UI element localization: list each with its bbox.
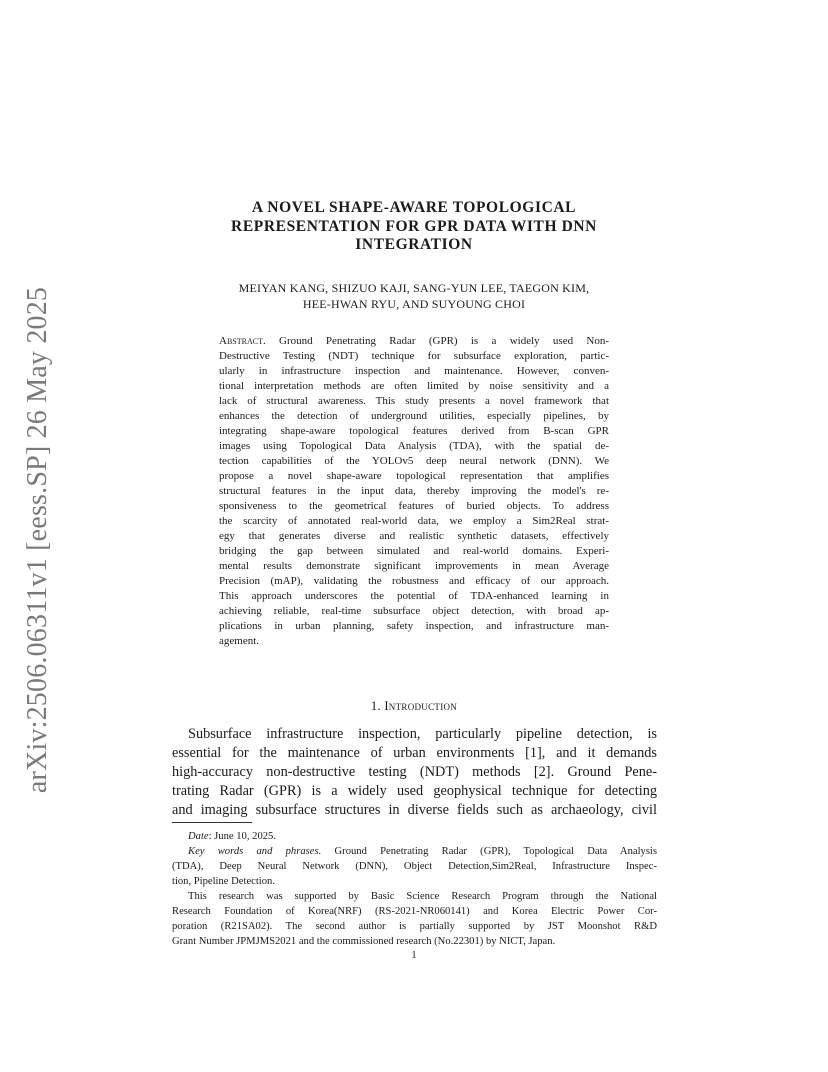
abstract-line: tional interpretation methods are often limited by noise sensitivity and a [219,380,609,392]
date-label: Date [188,831,209,842]
section-number: 1. [370,699,381,713]
abstract-line: achieving reliable, real-time subsurface object detection, with broad ap- [219,605,609,617]
section-title: Introduction [384,699,458,713]
author-line: HEE-HWAN RYU, AND SUYOUNG CHOI [302,296,526,311]
body-line: high-accuracy non-destructive testing (NDT) methods [2]. Ground Pene- [172,764,657,780]
abstract [219,334,609,649]
footnotes [172,829,657,949]
body-line: essential for the maintenance of urban environments [1], and it demands [172,745,657,761]
arxiv-identifier-stamp [14,286,62,794]
keywords-line: tion, Pipeline Detection. [172,876,275,887]
abstract-line: plications in urban planning, safety inspection, and infrastructure man- [219,620,609,632]
body-line: trating Radar (GPR) is a widely used geophysical technique for detecting [172,783,657,799]
keywords-line: (TDA), Deep Neural Network (DNN), Object Detection,Sim2Real, Infrastructure Inspec- [172,861,657,872]
author-list [180,281,648,312]
abstract-line: Destructive Testing (NDT) technique for subsurface exploration, partic- [219,350,609,362]
abstract-line: Precision (mAP), validating the robustness and efficacy of our approach. [219,575,609,587]
paper-title [180,199,648,255]
abstract-line: images using Topological Data Analysis (TDA), with the spatial de- [219,440,609,452]
footnote-divider [172,822,252,823]
abstract-line: This approach underscores the potential of TDA-enhanced learning in [219,590,609,602]
arxiv-identifier-text: arXiv:2506.06311v1 [eess.SP] 26 May 2025 [22,286,54,794]
abstract-line: enhances the detection of underground utilities, especially pipelines, by [219,410,609,422]
abstract-line: Abstract. Ground Penetrating Radar (GPR) is a widely used Non- [219,335,609,347]
page-number: 1 [411,950,417,961]
keywords-label: Key words and phrases. [188,846,322,857]
abstract-line: the scarcity of annotated real-world data, we employ a Sim2Real strat- [219,515,609,527]
funding-line: poration (R21SA02). The second author is partially supported by JST Moonshot R&D [172,921,657,932]
body-line: Subsurface infrastructure inspection, particularly pipeline detection, is [188,726,657,742]
abstract-line: mental results demonstrate significant improvements in mean Average [219,560,609,572]
abstract-line: bridging the gap between simulated and real-world domains. Experi- [219,545,609,557]
abstract-line: integrating shape-aware topological features derived from B-scan GPR [219,425,609,437]
date-footnote [172,829,657,844]
author-line: MEIYAN KANG, SHIZUO KAJI, SANG-YUN LEE, TAEGON KIM, [238,281,590,295]
abstract-line: propose a novel shape-aware topological representation that amplifies [219,470,609,482]
date-value: : June 10, 2025. [208,831,276,842]
title-line: A NOVEL SHAPE-AWARE TOPOLOGICAL [251,199,577,216]
abstract-line: sponsiveness to the geometrical features of buried objects. To address [219,500,609,512]
abstract-line: agement. [219,635,260,647]
title-line: REPRESENTATION FOR GPR DATA WITH DNN [231,217,597,235]
keywords-footnote: Key words and phrases. Ground Penetrating Radar (GPR), Topological Data Analysis [188,846,658,857]
abstract-line: egy that generates diverse and realistic synthetic datasets, effectively [219,530,609,542]
title-line: INTEGRATION [355,236,473,253]
introduction-paragraph [172,725,657,820]
funding-line: This research was supported by Basic Science Research Program through the National [188,891,657,902]
abstract-line: structural features in the input data, thereby improving the model's re- [219,485,609,497]
section-heading [180,699,648,714]
abstract-label: Abstract. [219,335,266,347]
funding-line: Grant Number JPMJMS2021 and the commissioned research (No.22301) by NICT, Japan. [172,936,556,947]
abstract-line: tection capabilities of the YOLOv5 deep neural network (DNN). We [219,455,609,467]
abstract-line: lack of structural awareness. This study presents a novel framework that [219,395,609,407]
funding-line: Research Foundation of Korea(NRF) (RS-2021-NR060141) and Korea Electric Power Cor- [172,906,657,917]
body-line: and imaging subsurface structures in diverse fields such as archaeology, civil [172,802,657,818]
abstract-line: ularly in infrastructure inspection and maintenance. However, conven- [219,365,609,377]
